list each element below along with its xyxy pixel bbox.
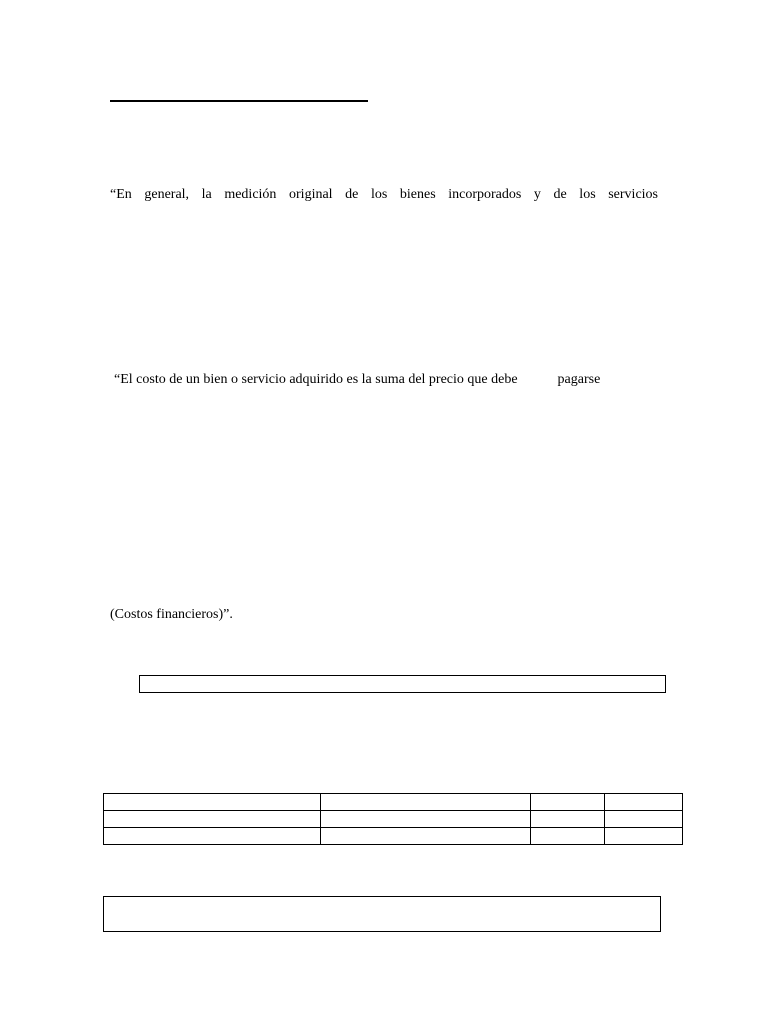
paragraph-medicion-original: “En general, la medición original de los bienes incorporados y de los servicios bbox=[110, 187, 658, 202]
table-cell bbox=[321, 828, 531, 845]
table-row bbox=[104, 794, 683, 811]
costo-text-part-2: pagarse bbox=[557, 372, 601, 387]
table-cell bbox=[605, 794, 683, 811]
table-row bbox=[104, 828, 683, 845]
table-cell bbox=[531, 828, 605, 845]
empty-bordered-box bbox=[139, 675, 666, 693]
table-cell bbox=[104, 811, 321, 828]
empty-bordered-box-bottom bbox=[103, 896, 661, 932]
table-cell bbox=[104, 828, 321, 845]
table-cell bbox=[104, 794, 321, 811]
table-row bbox=[104, 811, 683, 828]
table-cell bbox=[321, 811, 531, 828]
table-cell bbox=[605, 828, 683, 845]
costo-text-part-1: “El costo de un bien o servicio adquirido es la suma del precio que debe bbox=[114, 372, 518, 387]
table-cell bbox=[531, 794, 605, 811]
empty-data-table bbox=[103, 793, 683, 845]
table-cell bbox=[531, 811, 605, 828]
table-cell bbox=[605, 811, 683, 828]
paragraph-costos-financieros: (Costos financieros)”. bbox=[110, 607, 233, 622]
paragraph-costo-bien-servicio bbox=[114, 371, 658, 389]
table-cell bbox=[321, 794, 531, 811]
title-underline-rule bbox=[110, 100, 368, 102]
